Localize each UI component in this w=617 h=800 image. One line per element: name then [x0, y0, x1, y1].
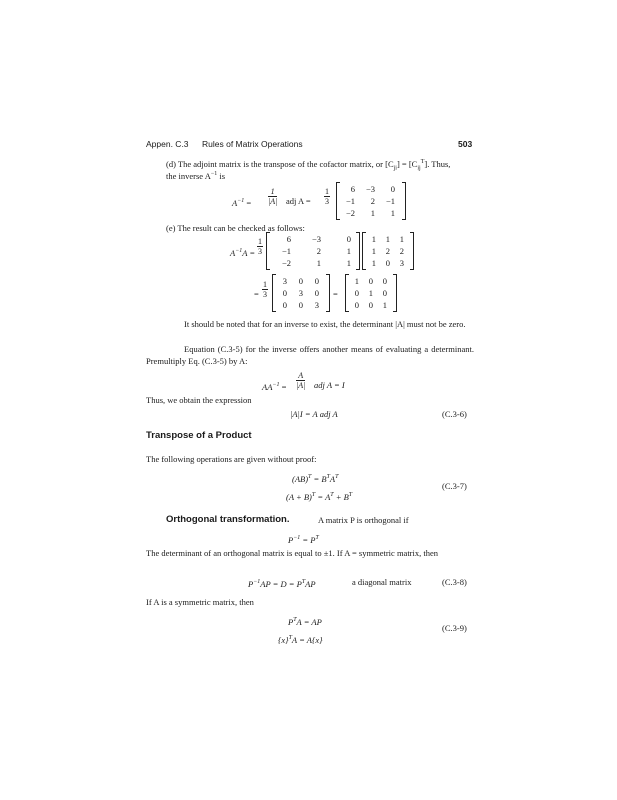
matrix-cell: 0 [314, 288, 319, 298]
matrix-cell: 0 [390, 184, 395, 194]
matrix-cell: 1 [346, 246, 351, 256]
section-intro: The following operations are given without proof: [146, 454, 317, 464]
diagonal-3-matrix [272, 274, 330, 312]
eq-c38-note: a diagonal matrix [352, 577, 412, 587]
orthogonal-p2: If A is a symmetric matrix, then [146, 597, 254, 607]
matrix-cell: 1 [371, 234, 376, 244]
matrix-cell: 0 [298, 276, 303, 286]
eq-c38: $P^{-1}AP = D = P^TAP$ [248, 578, 316, 589]
matrix-cell: 0 [314, 276, 319, 286]
orthogonal-eq: $P^{-1} = P^T$ [288, 534, 319, 545]
inverse-lhs: $A^{-1}$ = [232, 197, 252, 208]
matrix-cell: −1 [281, 246, 291, 256]
eq-c39b: $\{x\}^TA = A\{x\}$ [278, 634, 323, 645]
matrix-cell: 0 [346, 234, 351, 244]
note-p3: Thus, we obtain the expression [146, 395, 252, 405]
matrix-cell: 1 [371, 246, 376, 256]
part-d-line2: the inverse $A^{-1}$ is [166, 170, 226, 181]
matrix-cell: 3 [399, 258, 404, 268]
eq-c38-label: (C.3-8) [442, 577, 467, 587]
section-heading: Transpose of a Product [146, 430, 252, 441]
premult-eq: $AA^{-1}$ = [262, 381, 287, 392]
page-number: 503 [458, 139, 473, 149]
eq-sign-2: = [254, 289, 259, 299]
premult-rhs: adj A = I [314, 380, 345, 390]
inverse-scalar: $\frac{1}{3}$ [325, 187, 329, 206]
matrix-cell: 0 [382, 276, 387, 286]
matrix-cell: 0 [368, 276, 373, 286]
matrix-cell: 1 [368, 288, 373, 298]
note-p2: Equation (C.3-5) for the inverse offers another means of evaluating a determinant. Premultiply Eq. (C.3-5) by A: [146, 344, 474, 366]
adj-label: adj A = [286, 196, 311, 206]
a-matrix [362, 232, 414, 270]
matrix-cell: 0 [282, 300, 287, 310]
matrix-cell: −1 [345, 196, 355, 206]
matrix-cell: 0 [385, 258, 390, 268]
eq-c37-label: (C.3-7) [442, 481, 467, 491]
eq-c36-label: (C.3-6) [442, 409, 467, 419]
matrix-cell: 0 [282, 288, 287, 298]
eq-c39-label: (C.3-9) [442, 623, 467, 633]
matrix-cell: 2 [385, 246, 390, 256]
matrix-cell: 1 [346, 258, 351, 268]
cofactor-check-matrix [266, 232, 360, 270]
eq-c39a: $P^TA$ = AP [288, 616, 322, 627]
matrix-cell: 1 [390, 208, 395, 218]
matrix-cell: 1 [399, 234, 404, 244]
matrix-cell: 1 [385, 234, 390, 244]
matrix-cell: −2 [345, 208, 355, 218]
transpose-eq-b: $(A + B)^T = A^T + B^T$ [286, 491, 353, 502]
note-p1: It should be noted that for an inverse to exist, the determinant |A| must not be zero. [184, 319, 466, 329]
orthogonal-p1: The determinant of an orthogonal matrix is equal to ±1. If A = symmetric matrix, then [146, 548, 439, 558]
matrix-cell: 1 [354, 276, 359, 286]
matrix-cell: 1 [316, 258, 321, 268]
matrix-cell: 1 [370, 208, 375, 218]
orthogonal-heading: Orthogonal transformation. [166, 514, 290, 525]
matrix-cell: 2 [316, 246, 321, 256]
part-d-line1: (d) The adjoint matrix is the transpose of the cofactor matrix, or $[C_{ji}] = [C_{ij}^T]$. Thus, [166, 158, 451, 172]
inverse-fraction: $\frac{1}{|A|}$ [268, 187, 278, 206]
orthogonal-text: A matrix P is orthogonal if [318, 515, 409, 525]
matrix-cell: 0 [368, 300, 373, 310]
matrix-cell: 6 [286, 234, 291, 244]
matrix-cell: 1 [371, 258, 376, 268]
running-head-title: Rules of Matrix Operations [202, 139, 303, 149]
matrix-cell: 2 [370, 196, 375, 206]
eq-c36: |A|I = A adj A [290, 409, 338, 419]
matrix-cell: 3 [314, 300, 319, 310]
check-scalar-2: $\frac{1}{3}$ [263, 280, 267, 299]
matrix-cell: −1 [385, 196, 395, 206]
matrix-cell: 3 [282, 276, 287, 286]
premult-fraction: $\frac{A}{|A|}$ [296, 371, 306, 390]
check-lhs: $A^{-1}A$ = [230, 247, 256, 258]
check-scalar: $\frac{1}{3}$ [258, 237, 262, 256]
matrix-cell: −2 [281, 258, 291, 268]
matrix-cell: 3 [298, 288, 303, 298]
transpose-eq-a: $(AB)^T = B^TA^T$ [292, 473, 339, 484]
matrix-cell: 6 [350, 184, 355, 194]
running-head-section: Appen. C.3 [146, 139, 189, 149]
eq-sign-3: = [333, 289, 338, 299]
matrix-cell: −3 [365, 184, 375, 194]
inverse-matrix [336, 182, 406, 220]
matrix-cell: 2 [399, 246, 404, 256]
matrix-cell: 0 [354, 288, 359, 298]
matrix-cell: 0 [298, 300, 303, 310]
part-e-line: (e) The result can be checked as follows: [166, 223, 305, 233]
matrix-cell: 0 [354, 300, 359, 310]
matrix-cell: 1 [382, 300, 387, 310]
identity-matrix [345, 274, 397, 312]
matrix-cell: 0 [382, 288, 387, 298]
matrix-cell: −3 [311, 234, 321, 244]
